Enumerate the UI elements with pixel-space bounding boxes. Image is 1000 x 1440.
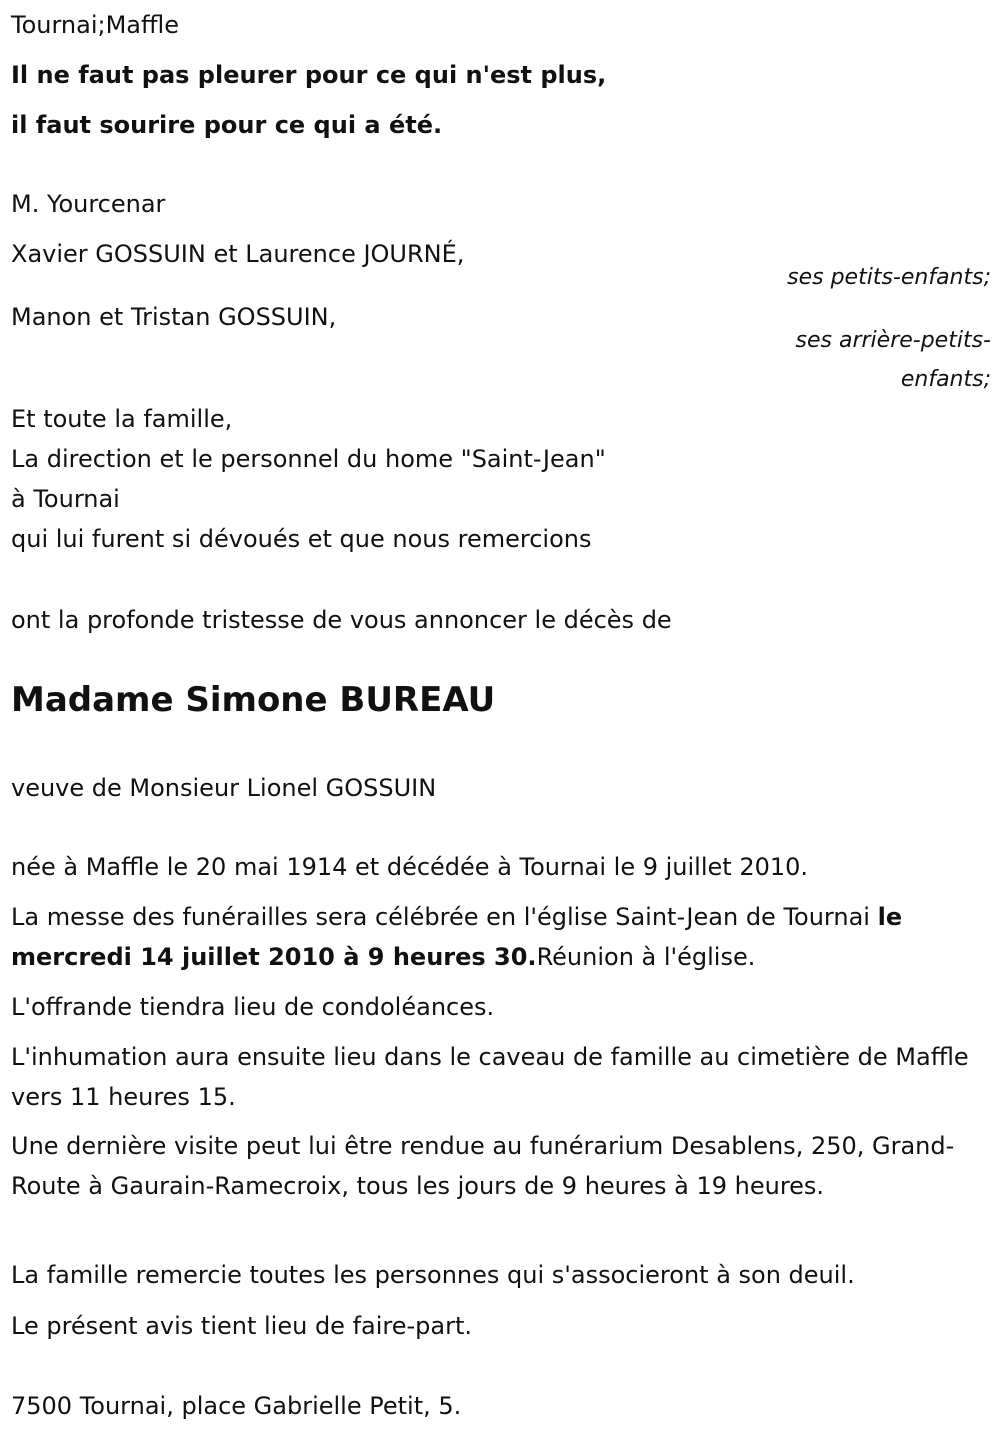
family-role-grandchildren: ses petits-enfants; xyxy=(787,265,991,290)
address: 7500 Tournai, place Gabrielle Petit, 5. xyxy=(11,1392,462,1420)
others-line-1: Et toute la famille, xyxy=(11,405,233,433)
others-line-4: qui lui furent si dévoués et que nous remercions xyxy=(11,525,592,553)
notice: Le présent avis tient lieu de faire-part. xyxy=(11,1312,473,1340)
quote-line-2: il faut sourire pour ce qui a été. xyxy=(11,111,443,139)
burial: L'inhumation aura ensuite lieu dans le caveau de famille au cimetière de Maffle vers 11 heures 15. xyxy=(11,1043,969,1111)
place-heading: Tournai;Maffle xyxy=(11,11,179,39)
deceased-name: Madame Simone BUREAU xyxy=(11,680,496,720)
others-line-2: La direction et le personnel du home "Saint-Jean" xyxy=(11,445,606,473)
mass-prefix: La messe des funérailles sera célébrée en l'église Saint-Jean de Tournai xyxy=(11,903,878,931)
announcement: ont la profonde tristesse de vous annoncer le décès de xyxy=(11,606,672,634)
offering: L'offrande tiendra lieu de condoléances. xyxy=(11,993,495,1021)
visit: Une dernière visite peut lui être rendue au funérarium Desablens, 250, Grand-Route à Gaurain-Ramecroix, tous les jours de 9 heures à 19 heures. xyxy=(11,1132,955,1200)
others-line-3: à Tournai xyxy=(11,485,120,513)
family-member-1: M. Yourcenar xyxy=(11,190,166,218)
funeral-mass xyxy=(11,897,989,977)
mass-suffix: Réunion à l'église. xyxy=(536,943,756,971)
birth-death-details: née à Maffle le 20 mai 1914 et décédée à Tournai le 9 juillet 2010. xyxy=(11,853,809,881)
mass-date-time: le mercredi 14 juillet 2010 à 9 heures 30. xyxy=(11,903,903,971)
family-member-3: Manon et Tristan GOSSUIN, xyxy=(11,303,337,331)
family-role-great-grandchildren-1: ses arrière-petits- xyxy=(795,328,991,353)
family-member-2: Xavier GOSSUIN et Laurence JOURNÉ, xyxy=(11,240,465,268)
thanks: La famille remercie toutes les personnes qui s'associeront à son deuil. xyxy=(11,1261,855,1289)
family-role-great-grandchildren-2: enfants; xyxy=(900,367,991,392)
quote-line-1: Il ne faut pas pleurer pour ce qui n'est plus, xyxy=(11,61,607,89)
widow-of: veuve de Monsieur Lionel GOSSUIN xyxy=(11,774,437,802)
